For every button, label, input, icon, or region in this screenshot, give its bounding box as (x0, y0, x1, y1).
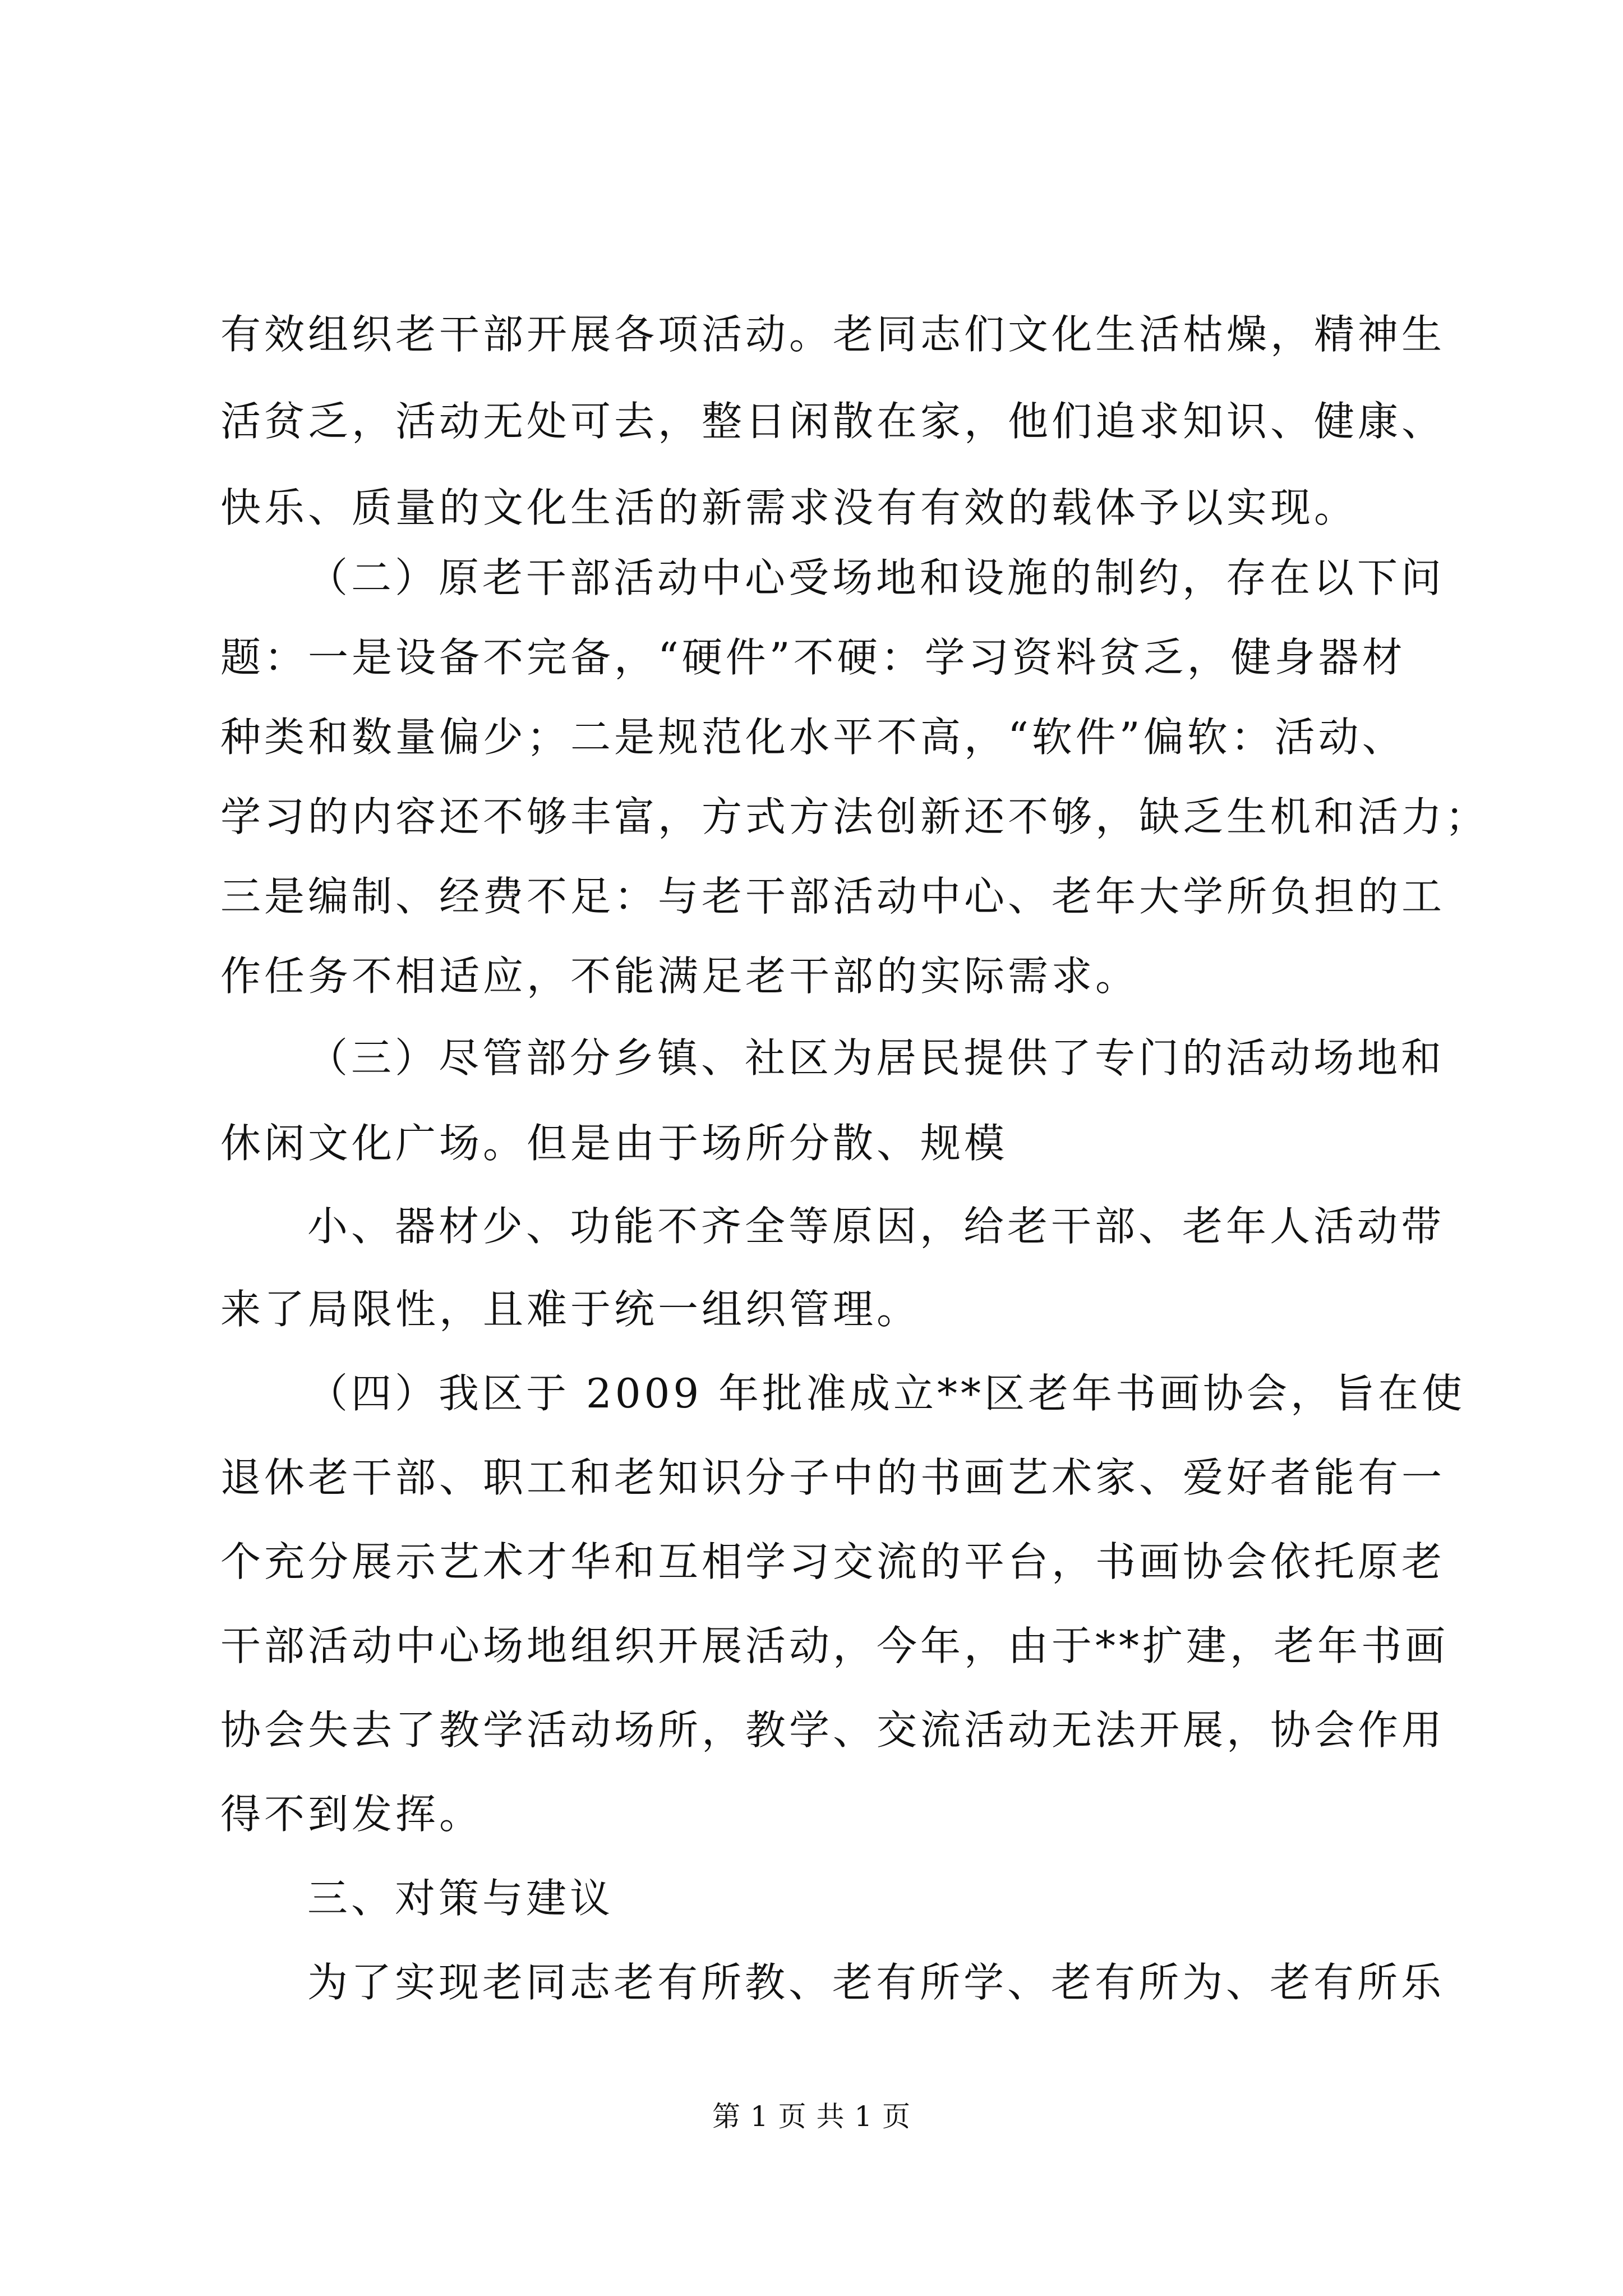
paragraph-3-line-1: （三）尽管部分乡镇、社区为居民提供了专门的活动场地和 (307, 1034, 1445, 1082)
paragraph-2-line-3: 种类和数量偏少；二是规范化水平不高，“软件”偏软：活动、 (220, 714, 1406, 761)
paragraph-2-line-2: 题：一是设备不完备，“硬件”不硬：学习资料贫乏，健身器材 (220, 634, 1406, 681)
paragraph-4-line-5: 协会失去了教学活动场所，教学、交流活动无法开展，协会作用 (220, 1706, 1446, 1754)
paragraph-2-line-1: （二）原老干部活动中心受场地和设施的制约，存在以下问 (307, 554, 1445, 601)
paragraph-4-line-6: 得不到发挥。 (220, 1791, 483, 1838)
text-line-3: 快乐、质量的文化生活的新需求没有有效的载体予以实现。 (220, 484, 1358, 531)
paragraph-2-line-5: 三是编制、经费不足：与老干部活动中心、老年大学所负担的工 (220, 873, 1446, 920)
paragraph-3-line-3: 小、器材少、功能不齐全等原因，给老干部、老年人活动带 (307, 1203, 1445, 1250)
paragraph-3-line-4: 来了局限性，且难于统一组织管理。 (220, 1286, 921, 1333)
paragraph-4-line-3: 个充分展示艺术才华和互相学习交流的平台，书画协会依托原老 (220, 1538, 1446, 1585)
paragraph-2-line-6: 作任务不相适应，不能满足老干部的实际需求。 (220, 953, 1140, 1000)
paragraph-2-line-4: 学习的内容还不够丰富，方式方法创新还不够，缺乏生机和活力； (220, 793, 1490, 840)
page-footer: 第 1 页 共 1 页 (712, 2100, 911, 2133)
text-line-2: 活贫乏，活动无处可去，整日闲散在家，他们追求知识、健康、 (220, 398, 1446, 445)
section-heading: 三、对策与建议 (307, 1875, 614, 1922)
paragraph-5-line-1: 为了实现老同志老有所教、老有所学、老有所为、老有所乐 (307, 1959, 1445, 2006)
paragraph-4-line-2: 退休老干部、职工和老知识分子中的书画艺术家、爱好者能有一 (220, 1454, 1446, 1501)
paragraph-4-line-4: 干部活动中心场地组织开展活动，今年，由于**扩建，老年书画 (220, 1622, 1449, 1669)
paragraph-3-line-2: 休闲文化广场。但是由于场所分散、规模 (220, 1120, 1008, 1167)
paragraph-4-line-1: （四）我区于 2009 年批准成立**区老年书画协会，旨在使 (307, 1370, 1466, 1417)
text-line-1: 有效组织老干部开展各项活动。老同志们文化生活枯燥，精神生 (220, 311, 1446, 358)
